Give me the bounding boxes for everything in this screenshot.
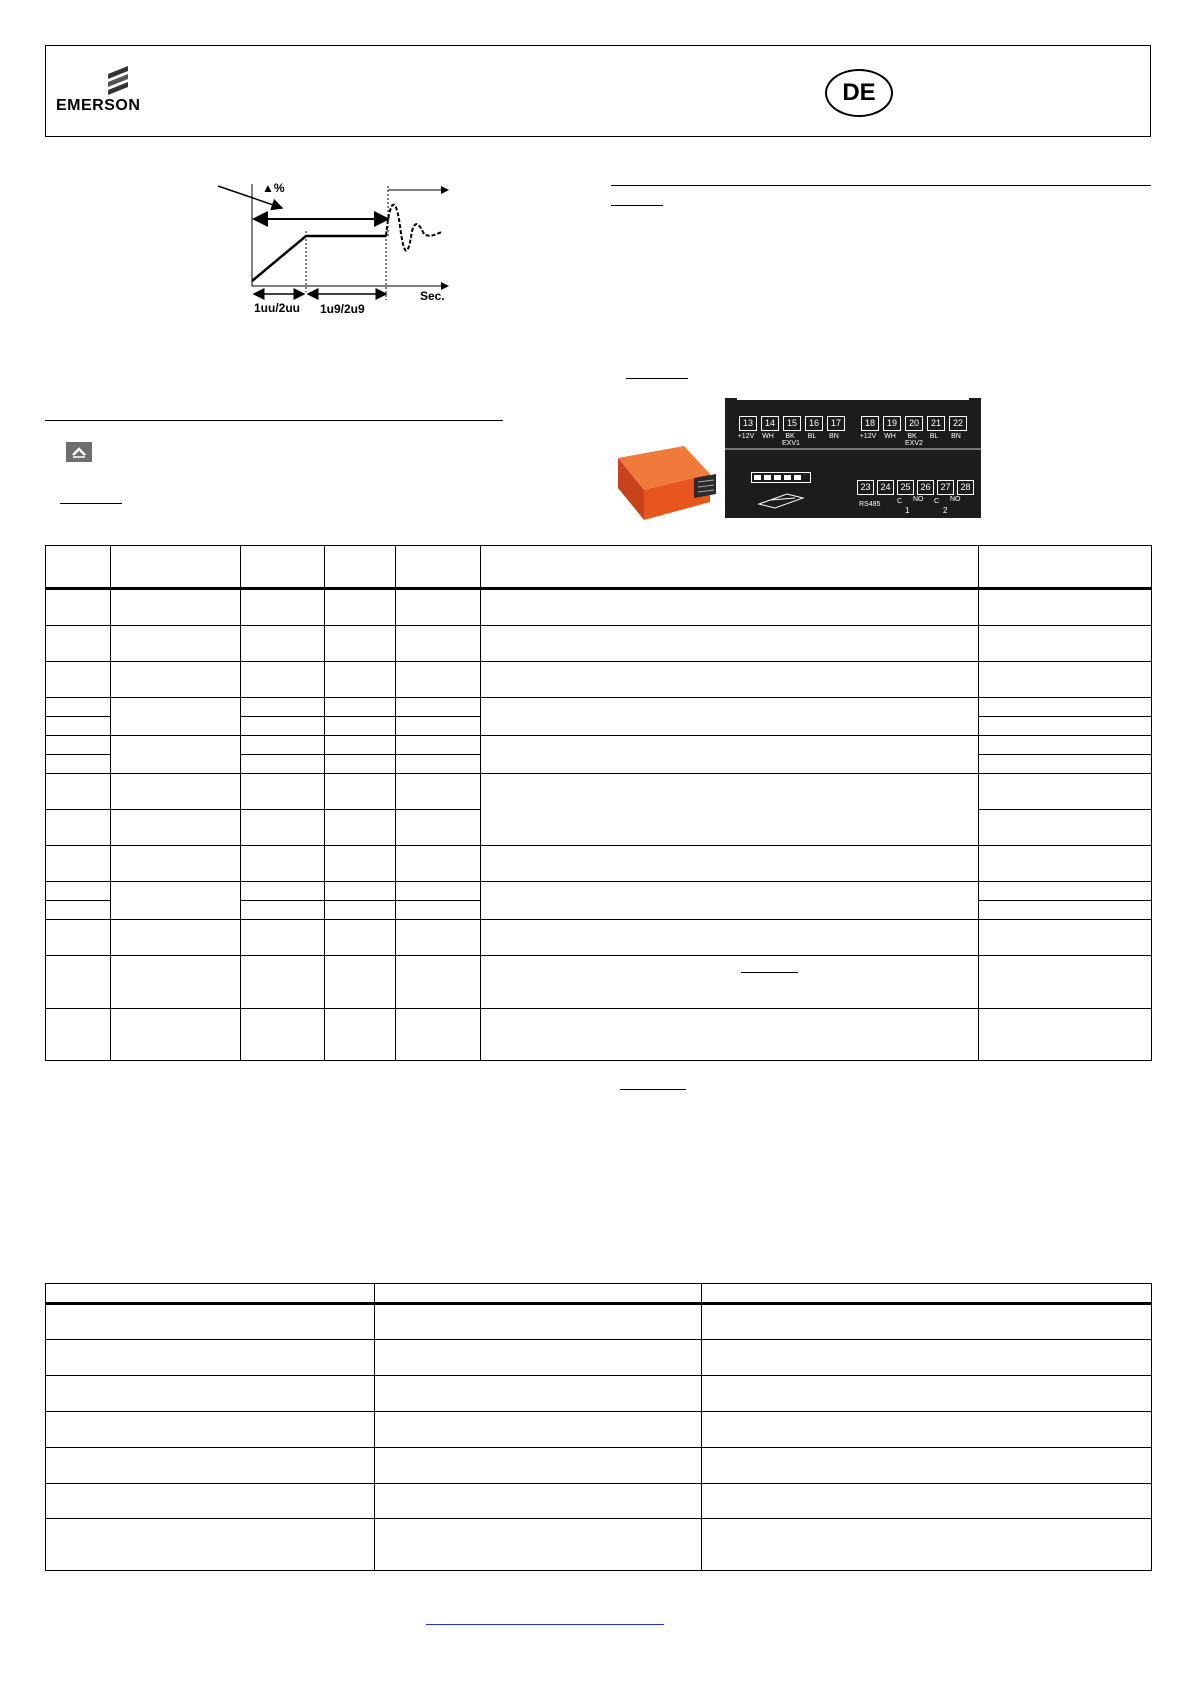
wire-label: BL — [929, 433, 939, 440]
terminal: 17 — [827, 416, 845, 431]
emerson-logo-icon — [98, 66, 138, 100]
header-cell — [46, 546, 111, 589]
terminal: 16 — [805, 416, 823, 431]
header-cell — [979, 546, 1152, 589]
terminal: 23 — [857, 480, 874, 495]
table-row — [46, 1448, 1152, 1484]
table-row — [46, 1304, 1152, 1340]
header-cell — [111, 546, 241, 589]
wire-label: WH — [884, 433, 896, 440]
y-axis-label: ▲% — [262, 181, 285, 195]
wire-label: +12V — [859, 433, 877, 440]
chevron-up-icon — [66, 442, 92, 462]
wire-label: BN — [829, 433, 839, 440]
terminal: 13 — [739, 416, 757, 431]
section-rule — [45, 420, 503, 421]
table-row — [46, 956, 1152, 1009]
exv1-terminal-block — [739, 416, 845, 431]
brand-name: EMERSON — [56, 97, 141, 114]
terminal: 19 — [883, 416, 901, 431]
relay-2-common-label: C — [934, 498, 940, 505]
header-cell — [481, 546, 979, 589]
interval-1-label: 1uu/2uu — [254, 301, 301, 315]
table-row — [46, 774, 1152, 810]
secondary-table — [45, 1283, 1152, 1571]
table-row — [46, 1340, 1152, 1376]
wire-label: WH — [762, 433, 774, 440]
valve-ramp-chart — [210, 176, 460, 316]
text-underline — [60, 503, 122, 504]
exv2-label: EXV2 — [905, 440, 923, 447]
wire-label: BK — [785, 433, 795, 440]
io-terminal-block — [857, 480, 974, 495]
language-badge: DE — [825, 69, 893, 117]
section-rule — [611, 185, 1151, 186]
usb-plug-icon — [757, 490, 807, 510]
table-row — [46, 626, 1152, 662]
document-header — [45, 45, 1151, 137]
terminal: 25 — [897, 480, 914, 495]
exv2-terminal-block — [861, 416, 967, 431]
relay-2-number: 2 — [943, 506, 948, 515]
table-header-row — [46, 1284, 1152, 1304]
wire-label: BN — [951, 433, 961, 440]
up-key-icon — [66, 442, 92, 462]
table-row — [46, 1519, 1152, 1571]
relay-1-number: 1 — [905, 506, 910, 515]
emerson-logo — [56, 66, 176, 126]
header-cell — [375, 1284, 702, 1304]
header-cell — [241, 546, 325, 589]
terminal: 18 — [861, 416, 879, 431]
controller-connector-panel — [725, 398, 981, 518]
table-row — [46, 1412, 1152, 1448]
table-row — [46, 846, 1152, 882]
terminal: 27 — [937, 480, 954, 495]
text-underline — [741, 972, 798, 973]
table-row — [46, 1484, 1152, 1519]
terminal: 15 — [783, 416, 801, 431]
website-link[interactable] — [426, 1624, 664, 1625]
x-axis-label: Sec. — [420, 289, 445, 303]
table-row — [46, 662, 1152, 698]
table-row — [46, 882, 1152, 901]
interval-2-label: 1u9/2u9 — [320, 302, 365, 316]
terminal: 22 — [949, 416, 967, 431]
terminal: 24 — [877, 480, 894, 495]
relay-2-no-label: NO — [950, 496, 961, 503]
terminal: 14 — [761, 416, 779, 431]
oscillation-curve — [386, 205, 442, 251]
header-cell — [702, 1284, 1152, 1304]
relay-1-common-label: C — [897, 498, 903, 505]
usb-programming-key — [614, 440, 718, 526]
header-cell — [46, 1284, 375, 1304]
exv1-wire-labels — [737, 433, 843, 440]
connector-divider — [725, 448, 981, 450]
table-row — [46, 589, 1152, 626]
wire-label: BK — [907, 433, 917, 440]
connector-slot — [737, 398, 969, 400]
parameter-table — [45, 545, 1152, 1061]
header-cell — [396, 546, 481, 589]
table-row — [46, 698, 1152, 717]
terminal: 21 — [927, 416, 945, 431]
text-underline — [626, 378, 688, 379]
text-underline — [620, 1089, 686, 1090]
table-row — [46, 1009, 1152, 1061]
table-header-row — [46, 546, 1152, 589]
table-row — [46, 920, 1152, 956]
rs485-label: RS485 — [859, 501, 881, 508]
text-underline — [611, 205, 663, 206]
table-row — [46, 1376, 1152, 1412]
wire-label: BL — [807, 433, 817, 440]
usb-port — [751, 472, 811, 483]
header-cell — [325, 546, 396, 589]
table-row — [46, 736, 1152, 755]
terminal: 26 — [917, 480, 934, 495]
exv2-wire-labels — [859, 433, 965, 440]
wire-label: +12V — [737, 433, 755, 440]
terminal: 20 — [905, 416, 923, 431]
ramp-curve — [252, 236, 386, 281]
relay-1-no-label: NO — [913, 496, 924, 503]
terminal: 28 — [957, 480, 974, 495]
exv1-label: EXV1 — [782, 440, 800, 447]
